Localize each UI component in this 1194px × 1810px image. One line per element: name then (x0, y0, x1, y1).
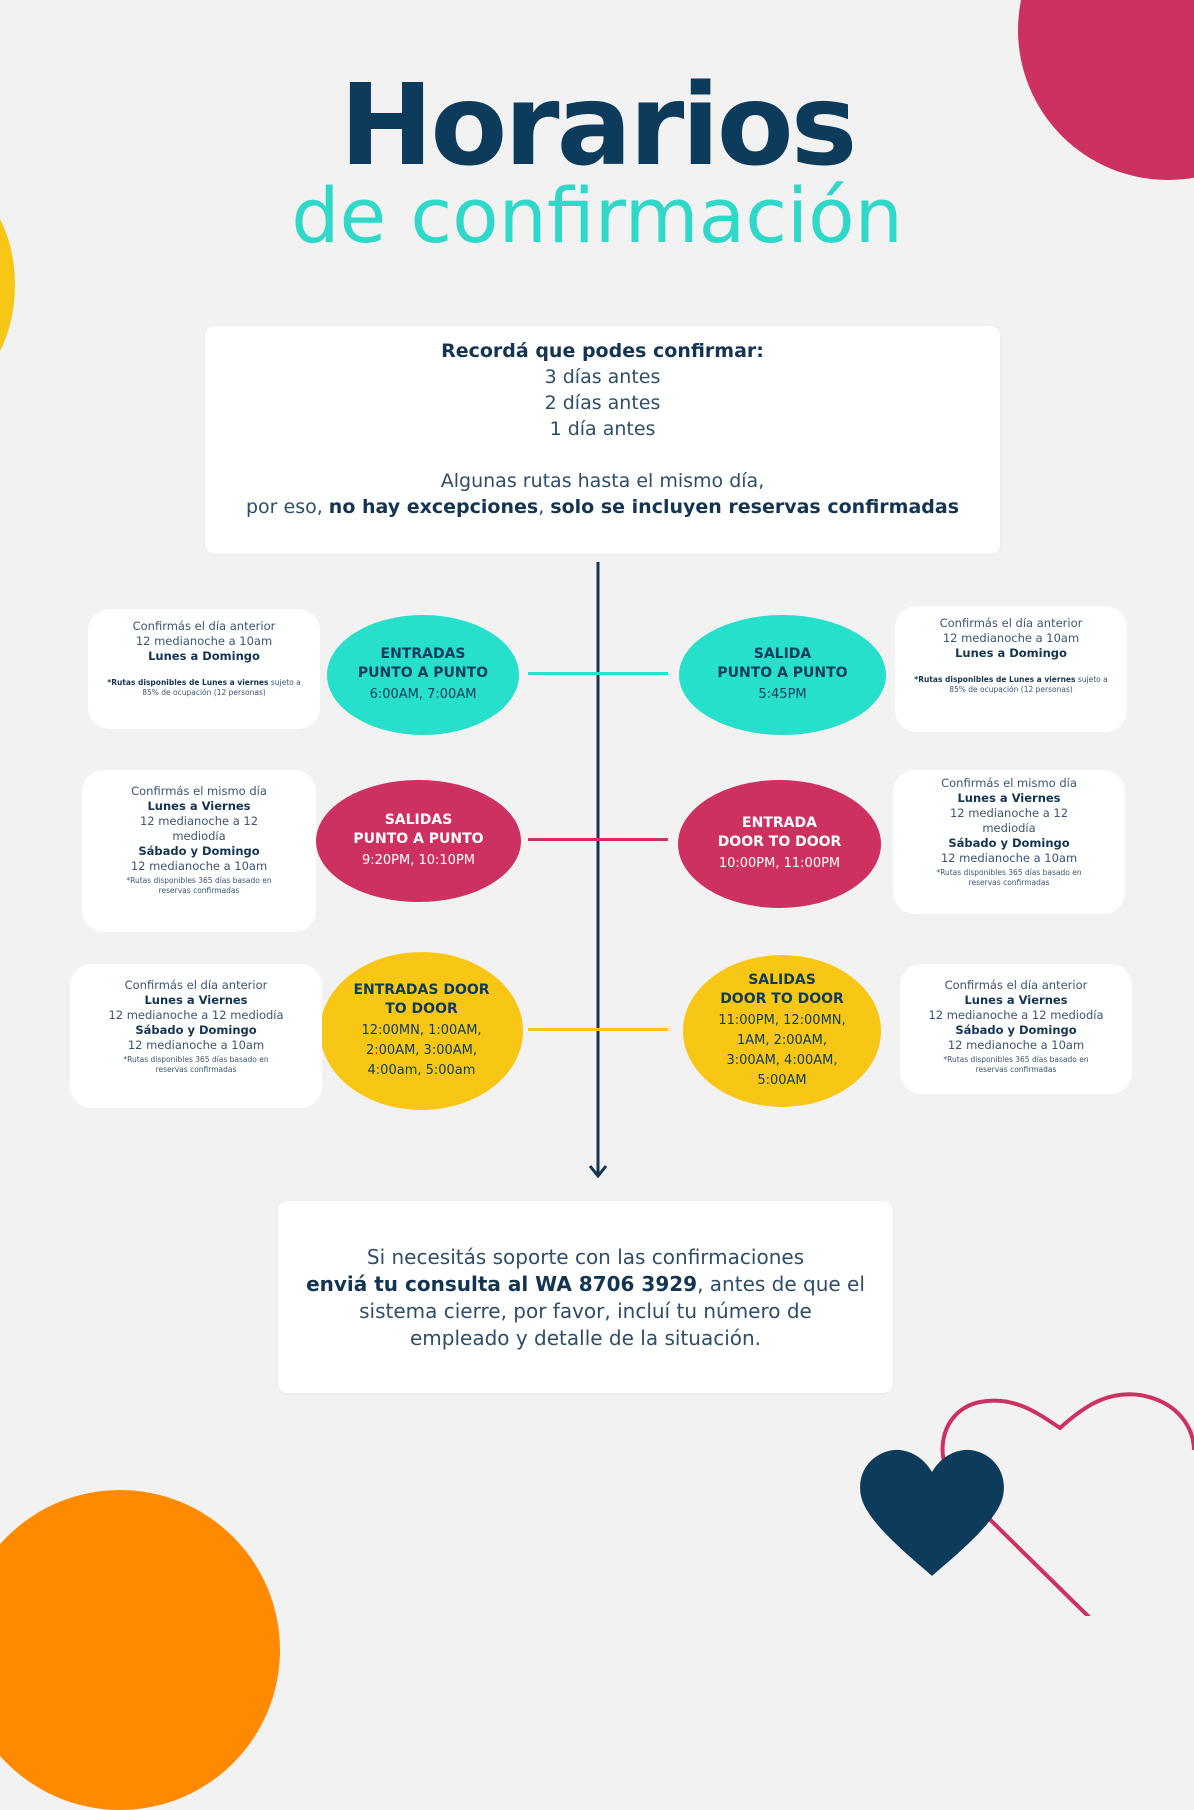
support-text: empleado y detalle de la situación. (409, 1326, 762, 1350)
info-note: *Rutas disponibles 365 días basado en reservas confirmadas (936, 868, 1082, 887)
info-card (82, 770, 316, 932)
schedule-oval-entrada-door (678, 780, 881, 908)
connector-line (528, 1028, 668, 1031)
oval-times: 9:20PM, 10:10PM (361, 853, 476, 868)
oval-times: 3:00AM, 4:00AM, (726, 1053, 838, 1068)
info-text: 12 medianoche a 12 (949, 806, 1069, 820)
support-text: sistema cierre, por favor, incluí tu número de (359, 1299, 812, 1323)
info-card (893, 770, 1125, 914)
orange-circle-decoration (0, 1490, 280, 1810)
intro-line: 2 días antes (544, 392, 661, 414)
info-text: 12 medianoche a 10am (942, 631, 1080, 645)
support-text: , antes de que el (697, 1272, 865, 1296)
intro-heading: Recordá que podes confirmar: (441, 340, 764, 362)
info-card (88, 609, 320, 729)
page-title: Horarios (339, 61, 855, 191)
info-days: Lunes a Viernes (957, 791, 1061, 805)
connector-line (528, 672, 668, 675)
oval-times: 4:00am, 5:00am (367, 1063, 476, 1078)
oval-title: ENTRADAS DOOR (353, 982, 490, 998)
info-note: *Rutas disponibles 365 días basado en reservas confirmadas (126, 876, 272, 895)
timeline-arrow (586, 562, 610, 1180)
oval-times: 11:00PM, 12:00MN, (718, 1013, 846, 1028)
heart-filled-icon (858, 1448, 1006, 1578)
oval-title: SALIDAS (748, 972, 816, 988)
intro-line: 3 días antes (544, 366, 661, 388)
info-text: 12 medianoche a 10am (940, 851, 1078, 865)
info-note: *Rutas disponibles 365 días basado en reservas confirmadas (943, 1055, 1089, 1074)
info-text: Confirmás el mismo día (131, 784, 267, 798)
info-text: 12 medianoche a 10am (947, 1038, 1085, 1052)
info-note (895, 675, 1127, 695)
info-note (88, 678, 320, 698)
info-text: Confirmás el mismo día (941, 776, 1077, 790)
oval-times: 2:00AM, 3:00AM, (365, 1043, 477, 1058)
info-days: Lunes a Domingo (955, 646, 1067, 660)
oval-title: PUNTO A PUNTO (353, 831, 484, 847)
info-note-text: sujeto a 85% de ocupación (12 personas) (142, 678, 301, 697)
info-text: 12 medianoche a 12 mediodía (108, 1008, 284, 1022)
intro-note-2 (205, 494, 1000, 520)
intro-note-bold: solo se incluyen reservas confirmadas (550, 496, 960, 518)
oval-title: SALIDAS (384, 812, 453, 828)
info-days: Sábado y Domingo (138, 844, 260, 858)
info-note-text: sujeto a 85% de ocupación (12 personas) (949, 675, 1108, 694)
info-text: Confirmás el día anterior (132, 619, 276, 633)
intro-note-text: por eso, (245, 496, 329, 518)
schedule-oval-entradas-door (320, 952, 523, 1110)
info-text: mediodía (982, 821, 1036, 835)
info-days: Sábado y Domingo (955, 1023, 1077, 1037)
oval-title: DOOR TO DOOR (717, 834, 842, 850)
oval-title: SALIDA (753, 646, 812, 662)
oval-times: 1AM, 2:00AM, (736, 1033, 828, 1048)
support-whatsapp-contact: enviá tu consulta al WA 8706 3929 (306, 1272, 698, 1296)
intro-note-bold: no hay excepciones (328, 496, 539, 518)
oval-title: ENTRADA (742, 815, 817, 831)
info-text: Confirmás el día anterior (944, 978, 1088, 992)
intro-card (205, 326, 1000, 554)
oval-times: 10:00PM, 11:00PM (718, 856, 841, 871)
info-card (70, 964, 322, 1108)
schedule-oval-salidas-door (683, 955, 881, 1107)
info-card (900, 964, 1132, 1094)
oval-times: 12:00MN, 1:00AM, (361, 1023, 482, 1038)
info-note-bold: *Rutas disponibles de Lunes a viernes (914, 675, 1076, 684)
info-days: Lunes a Viernes (144, 993, 248, 1007)
oval-title: DOOR TO DOOR (720, 991, 844, 1007)
info-card (895, 606, 1127, 732)
info-note-bold: *Rutas disponibles de Lunes a viernes (107, 678, 269, 687)
schedule-oval-entradas-punto (327, 615, 519, 735)
page-subtitle: de confirmación (291, 171, 903, 260)
oval-title: ENTRADAS (380, 646, 466, 662)
support-text: Si necesitás soporte con las confirmaciones (366, 1245, 805, 1269)
oval-times: 5:00AM (757, 1073, 807, 1088)
support-contact-line (278, 1271, 893, 1298)
info-days: Sábado y Domingo (135, 1023, 257, 1037)
connector-line (528, 838, 668, 841)
intro-note-text: , (538, 496, 551, 518)
info-text: 12 medianoche a 10am (130, 859, 268, 873)
info-days: Lunes a Viernes (147, 799, 251, 813)
info-days: Lunes a Domingo (148, 649, 260, 663)
oval-title: PUNTO A PUNTO (357, 665, 489, 681)
oval-title: TO DOOR (385, 1001, 458, 1017)
schedule-oval-salidas-punto (316, 780, 521, 902)
info-text: Confirmás el día anterior (124, 978, 268, 992)
info-text: 12 medianoche a 10am (135, 634, 273, 648)
schedule-oval-salida-punto (679, 615, 886, 735)
oval-times: 6:00AM, 7:00AM (369, 687, 477, 702)
info-text: 12 medianoche a 12 mediodía (928, 1008, 1104, 1022)
oval-times: 5:45PM (758, 687, 807, 702)
info-text: Confirmás el día anterior (939, 616, 1083, 630)
info-text: 12 medianoche a 10am (127, 1038, 265, 1052)
support-card (278, 1201, 893, 1393)
oval-title: PUNTO A PUNTO (717, 665, 848, 681)
info-text: mediodía (172, 829, 226, 843)
intro-line: 1 día antes (549, 418, 656, 440)
info-days: Sábado y Domingo (948, 836, 1070, 850)
intro-note: Algunas rutas hasta el mismo día, (440, 470, 765, 492)
info-note: *Rutas disponibles 365 días basado en reservas confirmadas (123, 1055, 269, 1074)
info-days: Lunes a Viernes (964, 993, 1068, 1007)
info-text: 12 medianoche a 12 (139, 814, 259, 828)
